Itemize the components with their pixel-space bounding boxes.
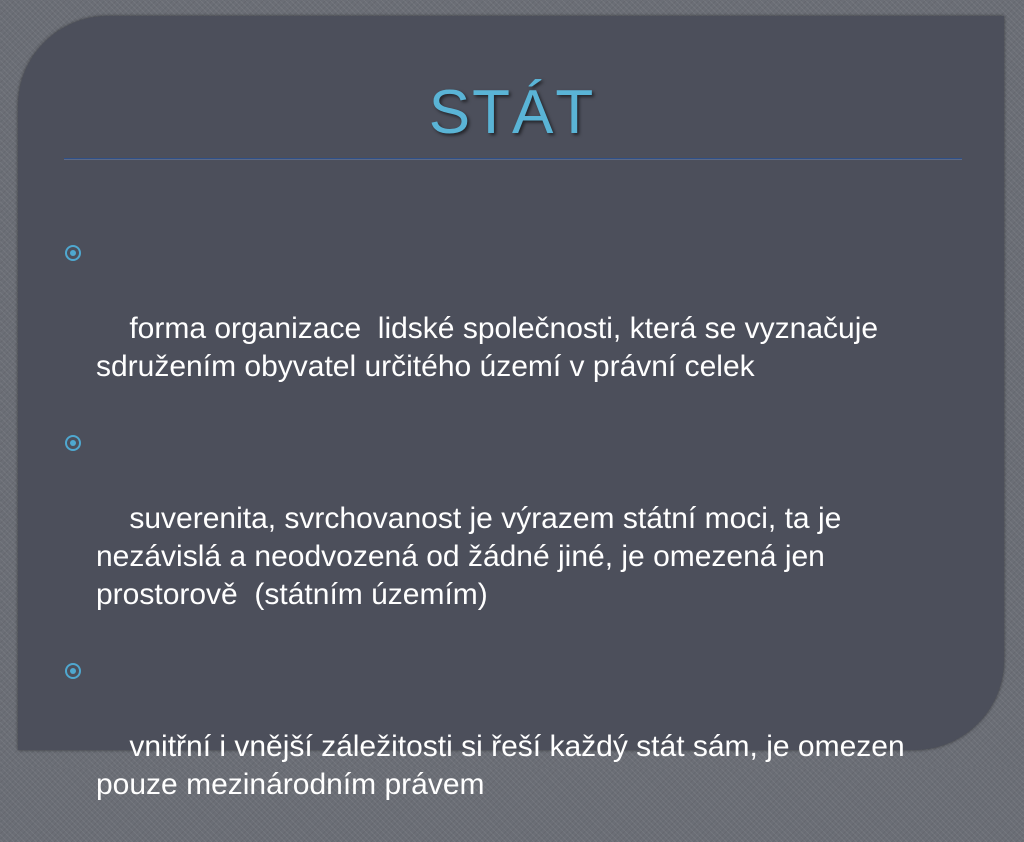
circle-dot-icon	[65, 663, 81, 679]
slide-title: STÁT	[428, 78, 596, 147]
bullet-text: forma organizace lidské společnosti, která se vyznačuje sdružením obyvatel určitého území v právní celek	[96, 312, 887, 383]
bullet-text: suverenita, svrchovanost je výrazem státní moci, ta je nezávislá a neodvozená od žádné jiné, je omezená jen prostorově (státním územím)	[96, 502, 850, 611]
bullet-item	[60, 652, 970, 842]
bullet-text: vnitřní i vnější záležitosti si řeší každý stát sám, je omezen pouze mezinárodním právem	[96, 730, 913, 801]
title-divider	[64, 158, 962, 160]
bullet-item	[60, 234, 970, 424]
bullet-list	[60, 234, 970, 842]
circle-dot-icon	[65, 435, 81, 451]
bullet-item	[60, 424, 970, 652]
circle-dot-icon	[65, 245, 81, 261]
